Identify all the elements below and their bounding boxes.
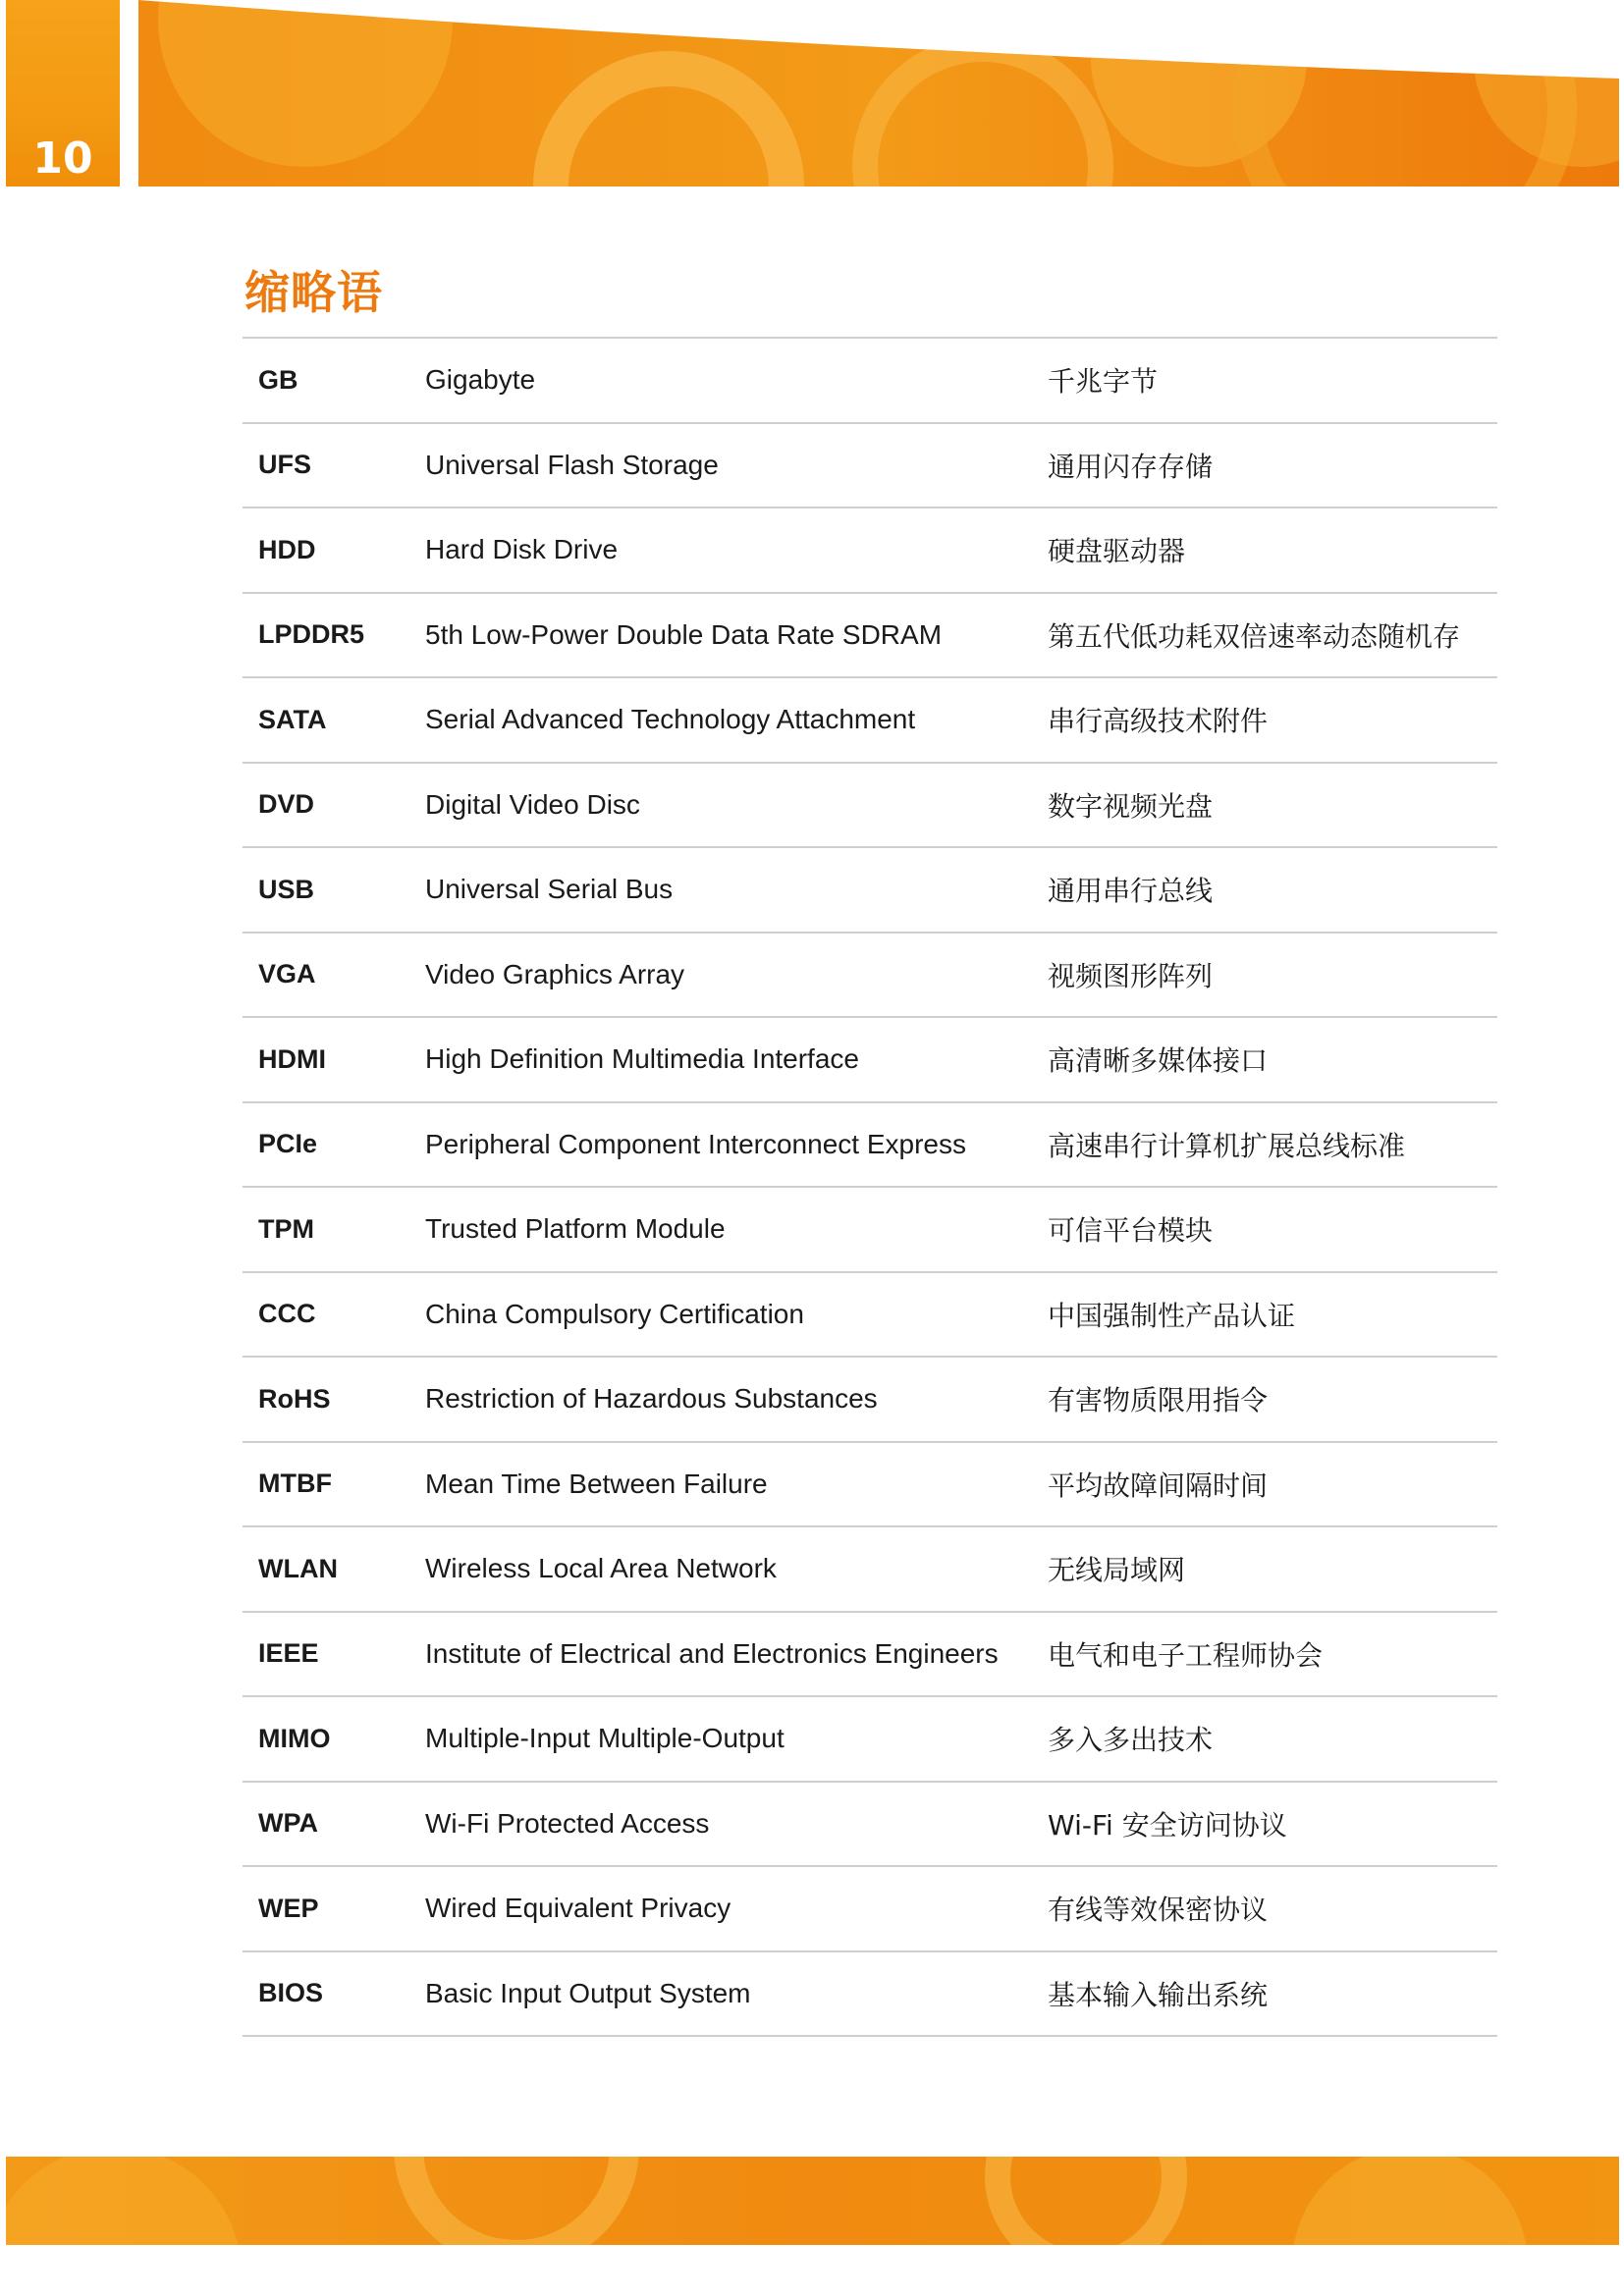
chinese-term-cell: 数字视频光盘 [1032, 763, 1497, 848]
page-title: 缩略语 [244, 266, 383, 319]
english-term-cell: Trusted Platform Module [409, 1187, 1032, 1272]
table-row [243, 593, 1497, 678]
abbreviation-cell: WPA [243, 1782, 409, 1867]
table-row [243, 1272, 1497, 1358]
english-term-cell: Universal Serial Bus [409, 847, 1032, 933]
table-row [243, 1612, 1497, 1697]
english-term-cell: Restriction of Hazardous Substances [409, 1357, 1032, 1442]
abbreviation-cell: SATA [243, 677, 409, 763]
table-row [243, 1526, 1497, 1612]
abbreviation-cell: PCIe [243, 1102, 409, 1188]
abbreviation-cell: TPM [243, 1187, 409, 1272]
chinese-term-cell: 基本输入输出系统 [1032, 1951, 1497, 2037]
english-term-cell: Wired Equivalent Privacy [409, 1866, 1032, 1951]
chinese-term-cell: 通用串行总线 [1032, 847, 1497, 933]
abbreviation-cell: UFS [243, 423, 409, 508]
table-row [243, 847, 1497, 933]
table-row [243, 1951, 1497, 2037]
abbreviation-cell: HDMI [243, 1017, 409, 1102]
chinese-term-cell: 串行高级技术附件 [1032, 677, 1497, 763]
abbreviation-cell: USB [243, 847, 409, 933]
english-term-cell: Basic Input Output System [409, 1951, 1032, 2037]
chinese-term-cell: 高速串行计算机扩展总线标准 [1032, 1102, 1497, 1188]
chinese-term-cell: 第五代低功耗双倍速率动态随机存 [1032, 593, 1497, 678]
abbreviation-cell: DVD [243, 763, 409, 848]
chinese-term-cell: 多入多出技术 [1032, 1696, 1497, 1782]
abbreviation-cell: CCC [243, 1272, 409, 1358]
header-banner [138, 0, 1619, 187]
chinese-term-cell: 千兆字节 [1032, 338, 1497, 423]
table-row [243, 1187, 1497, 1272]
table-row [243, 1357, 1497, 1442]
abbreviation-cell: WEP [243, 1866, 409, 1951]
abbreviation-cell: MTBF [243, 1442, 409, 1527]
table-row [243, 507, 1497, 593]
table-row [243, 677, 1497, 763]
table-row [243, 763, 1497, 848]
english-term-cell: Serial Advanced Technology Attachment [409, 677, 1032, 763]
table-row [243, 933, 1497, 1018]
chinese-term-cell: 高清晰多媒体接口 [1032, 1017, 1497, 1102]
table-row [243, 1102, 1497, 1188]
english-term-cell: Hard Disk Drive [409, 507, 1032, 593]
english-term-cell: High Definition Multimedia Interface [409, 1017, 1032, 1102]
chinese-term-cell: 有线等效保密协议 [1032, 1866, 1497, 1951]
table-row [243, 1866, 1497, 1951]
english-term-cell: Wi-Fi Protected Access [409, 1782, 1032, 1867]
abbreviation-cell: WLAN [243, 1526, 409, 1612]
abbreviation-cell: GB [243, 338, 409, 423]
abbreviation-cell: VGA [243, 933, 409, 1018]
table-row [243, 1442, 1497, 1527]
abbreviation-cell: MIMO [243, 1696, 409, 1782]
table-row [243, 423, 1497, 508]
english-term-cell: China Compulsory Certification [409, 1272, 1032, 1358]
abbreviation-cell: RoHS [243, 1357, 409, 1442]
english-term-cell: Digital Video Disc [409, 763, 1032, 848]
chinese-term-cell: 通用闪存存储 [1032, 423, 1497, 508]
english-term-cell: Universal Flash Storage [409, 423, 1032, 508]
english-term-cell: Institute of Electrical and Electronics Engineers [409, 1612, 1032, 1697]
abbreviation-cell: BIOS [243, 1951, 409, 2037]
chinese-term-cell: 硬盘驱动器 [1032, 507, 1497, 593]
chinese-term-cell: 视频图形阵列 [1032, 933, 1497, 1018]
abbreviation-cell: LPDDR5 [243, 593, 409, 678]
chinese-term-cell: 可信平台模块 [1032, 1187, 1497, 1272]
abbreviations-table [243, 337, 1497, 2037]
footer-banner [6, 2157, 1619, 2245]
table-row [243, 1782, 1497, 1867]
chinese-term-cell: 中国强制性产品认证 [1032, 1272, 1497, 1358]
abbreviation-cell: HDD [243, 507, 409, 593]
english-term-cell: 5th Low-Power Double Data Rate SDRAM [409, 593, 1032, 678]
english-term-cell: Multiple-Input Multiple-Output [409, 1696, 1032, 1782]
table-row [243, 338, 1497, 423]
english-term-cell: Gigabyte [409, 338, 1032, 423]
page-number: 10 [32, 133, 93, 184]
table-row [243, 1017, 1497, 1102]
english-term-cell: Video Graphics Array [409, 933, 1032, 1018]
abbreviation-cell: IEEE [243, 1612, 409, 1697]
chinese-term-cell: 平均故障间隔时间 [1032, 1442, 1497, 1527]
chinese-term-cell: Wi-Fi 安全访问协议 [1032, 1782, 1497, 1867]
english-term-cell: Wireless Local Area Network [409, 1526, 1032, 1612]
english-term-cell: Peripheral Component Interconnect Express [409, 1102, 1032, 1188]
table-row [243, 1696, 1497, 1782]
chinese-term-cell: 电气和电子工程师协会 [1032, 1612, 1497, 1697]
chinese-term-cell: 有害物质限用指令 [1032, 1357, 1497, 1442]
chinese-term-cell: 无线局域网 [1032, 1526, 1497, 1612]
english-term-cell: Mean Time Between Failure [409, 1442, 1032, 1527]
